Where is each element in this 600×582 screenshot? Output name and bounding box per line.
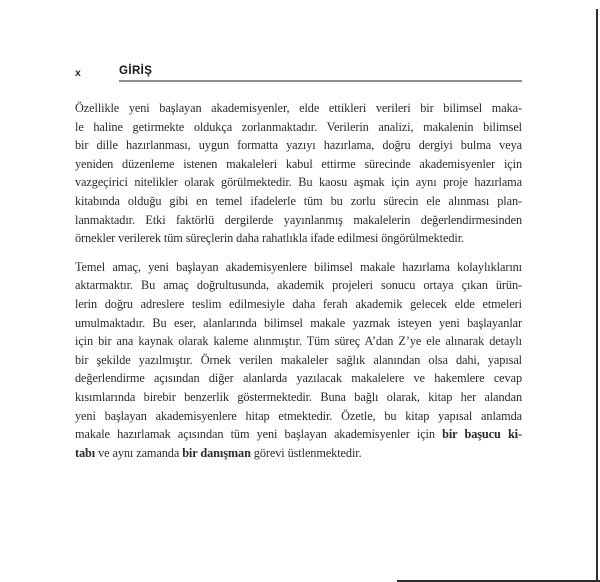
text-line bbox=[75, 192, 522, 211]
text-line bbox=[75, 295, 522, 314]
text-segment: aktarmaktır. Bu amaç doğrultusunda, akademik projeleri sonucu ortaya çıkan ürün- bbox=[75, 278, 522, 293]
text-line bbox=[75, 369, 522, 388]
text-line bbox=[75, 155, 522, 174]
text-line bbox=[75, 276, 522, 295]
text-segment: Özellikle yeni başlayan akademisyenler, elde ettikleri verileri bir bilimsel maka- bbox=[75, 101, 522, 115]
body-text bbox=[75, 99, 522, 472]
text-segment: lerin doğru adreslere teslim edilmesiyle daha ferah akademik gelecek elde etmeleri bbox=[75, 296, 522, 311]
text-segment: bir şekilde yazılmıştır. Örnek verilen makaleler sağlık alanından olsa dahi, yapısal bbox=[75, 352, 522, 367]
text-line bbox=[75, 258, 522, 277]
header-rule bbox=[119, 80, 522, 82]
text-line bbox=[75, 425, 522, 444]
text-line bbox=[75, 351, 522, 370]
paragraph bbox=[75, 258, 522, 463]
bold-phrase: bir danışman bbox=[182, 445, 251, 460]
text-segment: ve aynı zamanda bbox=[95, 445, 183, 460]
text-line bbox=[75, 314, 522, 333]
text-line bbox=[75, 173, 522, 192]
text-segment: makale hazırlamak açısından tüm yeni başlayan akademisyenler için bbox=[75, 427, 443, 442]
text-line bbox=[75, 118, 522, 137]
text-segment: yeni başlayan akademisyenlere hitap etmektedir. Özetle, bu kitap yapısal anlamda bbox=[75, 408, 522, 423]
text-segment: lanmaktadır. Etki faktörlü dergilerde yayınlanmış makalelerin değerlendirmesinden bbox=[75, 212, 522, 227]
text-segment: vazgeçirici nitelikler olarak görülmektedir. Bu kaosu aşmak için aynı proje hazırlama bbox=[75, 175, 522, 190]
text-line bbox=[75, 388, 522, 407]
text-line bbox=[75, 211, 522, 230]
paragraph bbox=[75, 99, 522, 248]
text-line bbox=[75, 229, 522, 248]
text-line bbox=[75, 407, 522, 426]
chapter-title: GİRİŞ bbox=[119, 65, 153, 77]
page-edge-right bbox=[596, 9, 598, 582]
page-number: x bbox=[75, 67, 82, 79]
text-segment: yeniden düzenleme istenen makaleleri kabul ettirme sürecinde akademisyenler için bbox=[75, 156, 522, 171]
text-segment: kısımlarında birebir benzerlik göstermektedir. Buna bağlı olarak, kitap her alandan bbox=[75, 389, 522, 404]
text-line bbox=[75, 136, 522, 155]
text-segment: umulmaktadır. Bu eser, alanlarında bilimsel makale yazmak isteyen yeni başlayanlar bbox=[75, 315, 522, 330]
text-segment: değerlendirme açısından diğer alanlarda yazılacak makalelere ve hakemlere cevap bbox=[75, 371, 522, 386]
text-segment: görevi üstlenmektedir. bbox=[250, 445, 362, 460]
text-segment: kitabında olduğu gibi en temel ifadelerle tüm bu zorlu sürecin ele alınması plan- bbox=[75, 193, 522, 208]
text-segment: örnekler verilerek tüm süreçlerin daha rahatlıkla ifade edilmesi öngörülmektedir. bbox=[75, 231, 465, 246]
text-line bbox=[75, 444, 522, 463]
text-segment: bir dille hazırlanması, uygun formatta yazıyı hazırlama, doğru dergiyi bulma veya bbox=[75, 138, 522, 153]
bold-phrase: bir başucu ki- bbox=[442, 427, 522, 442]
text-segment: Temel amaç, yeni başlayan akademisyenlere bilimsel makale hazırlama kolaylıklarını bbox=[75, 259, 522, 274]
text-line bbox=[75, 332, 522, 351]
text-segment: için bir ana kaynak olarak kaleme alınmıştır. Tüm süreç A’dan Z’ye ele alınarak detaylı bbox=[75, 334, 522, 349]
text-segment: le haline getirmekte oldukça zorlanmaktadır. Verilerin analizi, makalenin bilimsel bbox=[75, 119, 522, 134]
bold-phrase: tabı bbox=[75, 445, 96, 460]
text-line bbox=[75, 99, 522, 118]
